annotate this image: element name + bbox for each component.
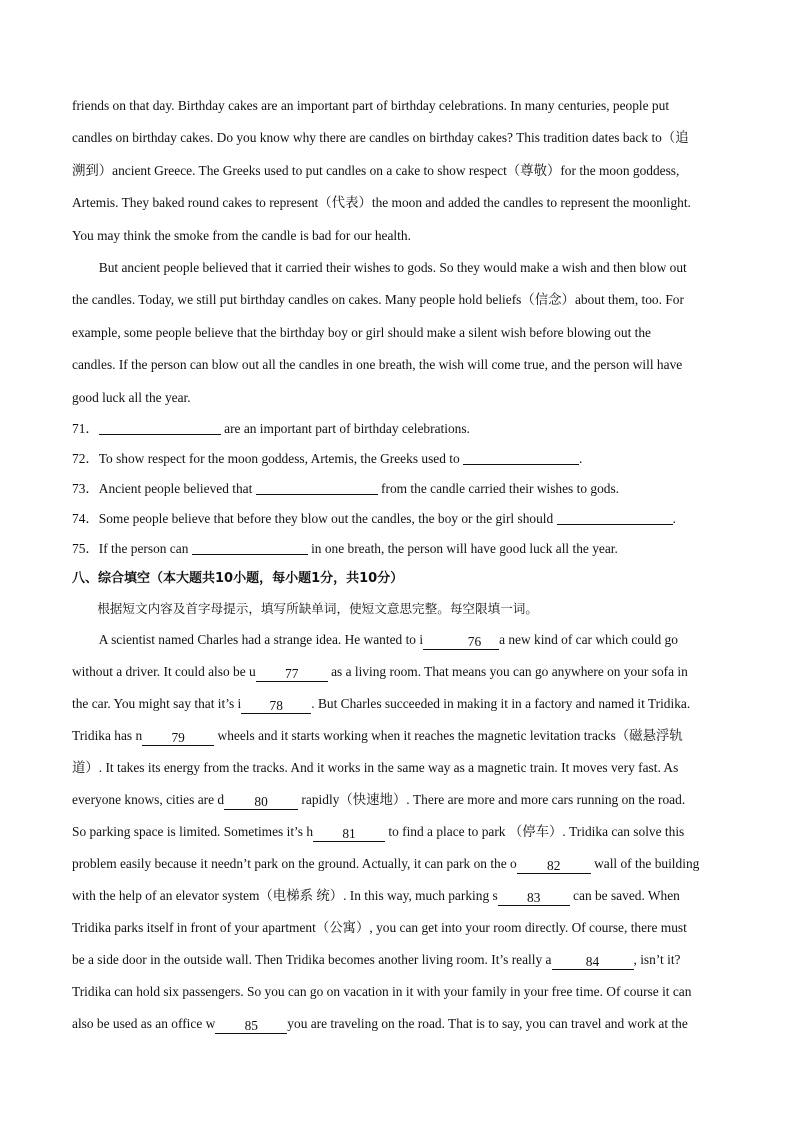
answer-blank-72[interactable] xyxy=(463,450,579,465)
question-73 xyxy=(72,474,728,504)
answer-blank-74[interactable] xyxy=(557,510,673,525)
line-text: you are traveling on the road. That is to say, you can travel and work at the xyxy=(287,1016,688,1032)
passage-line xyxy=(72,944,728,976)
passage-line: You may think the smoke from the candle is bad for our health. xyxy=(72,227,411,243)
gap-79[interactable]: 79 xyxy=(142,730,214,746)
passage-line: example, some people believe that the birthday boy or girl should make a silent wish before blowing out the xyxy=(72,324,652,340)
answer-blank-71[interactable] xyxy=(99,420,221,435)
passage-line: Tridika can hold six passengers. So you can go on vacation in it with your family in your free time. Of course it can xyxy=(72,984,692,1000)
gap-81[interactable]: 81 xyxy=(313,826,385,842)
question-71 xyxy=(72,414,728,444)
passage-line: 溯到）ancient Greece. The Greeks used to put candles on a cake to show respect（尊敬）for the moon goddess, xyxy=(72,162,680,178)
line-text: with the help of an elevator system（电梯系 统）. In this way, much parking s xyxy=(72,888,498,904)
line-text: So parking space is limited. Sometimes it’s h xyxy=(72,824,314,840)
question-text-before: To show respect for the moon goddess, Artemis, the Greeks used to xyxy=(98,451,464,467)
question-72 xyxy=(72,444,728,474)
line-text: without a driver. It could also be u xyxy=(72,664,256,680)
question-text-before: Ancient people believed that xyxy=(98,481,256,497)
line-text: . But Charles succeeded in making it in a factory and named it Tridika. xyxy=(311,696,691,712)
passage-line: candles. If the person can blow out all the candles in one breath, the wish will come true, and the person will have xyxy=(72,357,683,373)
line-text: , isn’t it? xyxy=(633,952,681,968)
question-74 xyxy=(72,504,728,534)
line-text: as a living room. That means you can go anywhere on your sofa in xyxy=(327,664,688,680)
passage-one xyxy=(72,90,728,414)
question-text-after: in one breath, the person will have good luck all the year. xyxy=(307,541,618,557)
passage-line: friends on that day. Birthday cakes are an important part of birthday celebrations. In many centuries, people put xyxy=(72,98,670,113)
passage-line xyxy=(72,688,728,720)
question-list xyxy=(72,414,728,564)
line-text: the car. You might say that it’s i xyxy=(72,696,242,712)
section-instruction: 根据短文内容及首字母提示，填写所缺单词，使短文意思完整。每空限填一词。 xyxy=(97,601,538,617)
passage-line: the candles. Today, we still put birthday candles on cakes. Many people hold beliefs（信念）about them, too. For xyxy=(72,292,684,308)
line-text: can be saved. When xyxy=(569,888,680,904)
document-page xyxy=(72,90,728,1040)
passage-line: candles on birthday cakes. Do you know why there are candles on birthday cakes? This tradition dates back to（追 xyxy=(72,130,689,146)
passage-line xyxy=(72,656,728,688)
gap-85[interactable]: 85 xyxy=(215,1018,287,1034)
line-text: a new kind of car which could go xyxy=(499,632,678,648)
question-text-after: are an important part of birthday celebrations. xyxy=(220,421,470,437)
question-number: 75． xyxy=(72,541,99,557)
question-75 xyxy=(72,534,728,564)
question-number: 73． xyxy=(72,481,99,497)
passage-line xyxy=(72,880,728,912)
passage-line xyxy=(72,1008,728,1040)
line-text: A scientist named Charles had a strange idea. He wanted to i xyxy=(98,632,424,648)
passage-line xyxy=(72,720,728,752)
question-text-after: . xyxy=(579,451,583,467)
answer-blank-73[interactable] xyxy=(256,480,378,495)
question-text-after: from the candle carried their wishes to gods. xyxy=(377,481,620,497)
line-text: be a side door in the outside wall. Then Tridika becomes another living room. It’s really a xyxy=(72,952,552,968)
passage-line: good luck all the year. xyxy=(72,389,191,405)
question-text-before: Some people believe that before they blow out the candles, the boy or the girl should xyxy=(98,511,557,527)
line-text: everyone knows, cities are d xyxy=(72,792,225,808)
passage-line xyxy=(72,848,728,880)
line-text: wall of the building xyxy=(590,856,700,872)
answer-blank-75[interactable] xyxy=(192,540,308,555)
gap-77[interactable]: 77 xyxy=(256,666,328,682)
line-text: to find a place to park （停车）. Tridika can solve this xyxy=(385,824,685,840)
gap-82[interactable]: 82 xyxy=(517,858,591,874)
passage-line xyxy=(72,784,728,816)
passage-line xyxy=(72,816,728,848)
question-number: 72． xyxy=(72,451,99,467)
passage-line xyxy=(72,624,728,656)
line-text: wheels and it starts working when it reaches the magnetic levitation tracks（磁悬浮轨 xyxy=(214,728,683,744)
gap-80[interactable]: 80 xyxy=(224,794,298,810)
line-text: also be used as an office w xyxy=(72,1016,216,1032)
passage-line: Artemis. They baked round cakes to represent（代表）the moon and added the candles to represent the moonlight. xyxy=(72,195,691,211)
passage-two xyxy=(72,624,728,1040)
line-text: problem easily because it needn’t park on the ground. Actually, it can park on the o xyxy=(72,856,517,872)
passage-line: But ancient people believed that it carried their wishes to gods. So they would make a wish and then blow out xyxy=(98,260,687,276)
gap-83[interactable]: 83 xyxy=(498,890,570,906)
question-text-after: . xyxy=(672,511,676,527)
question-number: 74． xyxy=(72,511,99,527)
passage-line: 道）. It takes its energy from the tracks. And it works in the same way as a magnetic train. It moves very fast. As xyxy=(72,760,679,776)
line-text: rapidly（快速地）. There are more and more cars running on the road. xyxy=(298,792,686,808)
question-text-before: If the person can xyxy=(98,541,192,557)
gap-76[interactable]: 76 xyxy=(423,634,499,650)
passage-line: Tridika parks itself in front of your apartment（公寓）, you can get into your room directly. Of course, there must xyxy=(72,920,687,936)
section-title: 八、综合填空（本大题共10小题，每小题1分，共10分） xyxy=(72,571,404,587)
question-number: 71． xyxy=(72,421,99,437)
gap-84[interactable]: 84 xyxy=(552,954,634,970)
gap-78[interactable]: 78 xyxy=(241,698,311,714)
line-text: Tridika has n xyxy=(72,728,143,744)
